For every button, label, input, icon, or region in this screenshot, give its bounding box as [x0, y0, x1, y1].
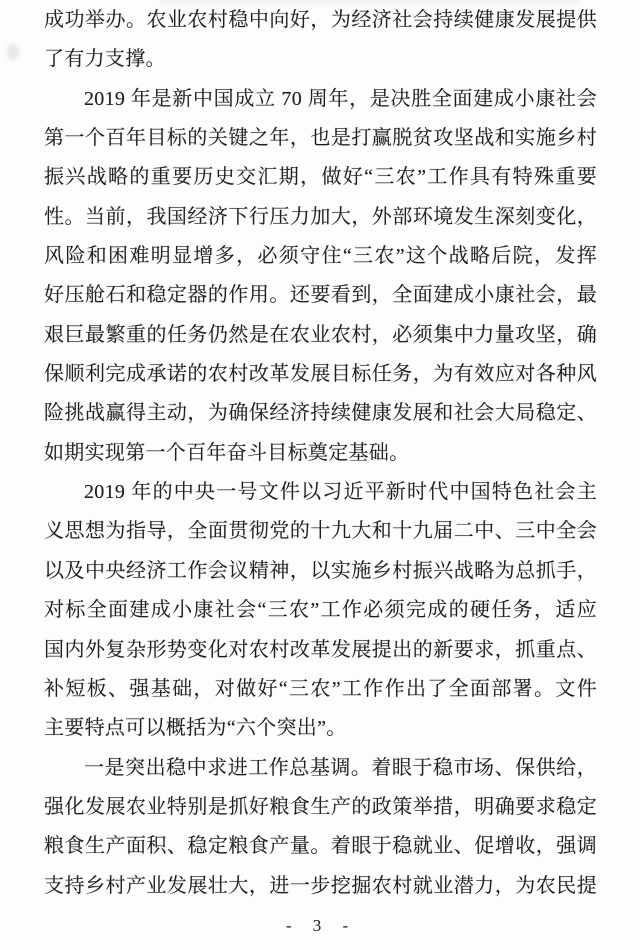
text-line: 义思想为指导，全面贯彻党的十九大和十九届二中、三中全会 [44, 520, 597, 543]
text-line: 对标全面建成小康社会“三农”工作必须完成的硬任务，适应 [44, 599, 597, 622]
text-line: 振兴战略的重要历史交汇期，做好“三农”工作具有特殊重要 [44, 166, 597, 189]
page-number: - 3 - [285, 916, 355, 935]
text-line: 2019 年是新中国成立 70 周年，是决胜全面建成小康社会 [84, 87, 597, 110]
text-line: 艰巨最繁重的任务仍然是在农业农村，必须集中力量攻坚，确 [44, 323, 597, 346]
text-line: 补短板、强基础，对做好“三农”工作作出了全面部署。文件 [44, 677, 597, 700]
text-line: 险挑战赢得主动，为确保经济持续健康发展和社会大局稳定、 [44, 402, 597, 425]
paragraph [44, 80, 597, 473]
paragraph [44, 1, 597, 80]
text-line: 国内外复杂形势变化对农村改革发展提出的新要求，抓重点、 [44, 638, 597, 661]
scan-artifact [7, 44, 19, 60]
text-line: 性。当前，我国经济下行压力加大，外部环境发生深刻变化， [44, 205, 597, 228]
text-line: 了有力支撑。 [44, 48, 166, 71]
document-body [44, 1, 597, 906]
paragraph [44, 473, 597, 748]
text-line: 支持乡村产业发展壮大，进一步挖掘农村就业潜力，为农民提 [44, 874, 597, 897]
text-line: 成功举办。农业农村稳中向好，为经济社会持续健康发展提供 [44, 9, 597, 31]
text-line: 好压舱石和稳定器的作用。还要看到，全面建成小康社会，最 [44, 284, 597, 307]
text-line: 粮食生产面积、稳定粮食产量。着眼于稳就业、促增收，强调 [44, 835, 597, 858]
text-line: 主要特点可以概括为“六个突出”。 [44, 717, 347, 740]
text-line: 第一个百年目标的关键之年，也是打赢脱贫攻坚战和实施乡村 [44, 127, 597, 150]
text-line: 以及中央经济工作会议精神，以实施乡村振兴战略为总抓手， [44, 559, 597, 582]
text-line: 保顺利完成承诺的农村改革发展目标任务，为有效应对各种风 [44, 363, 597, 386]
paragraph [44, 749, 597, 906]
text-line: 如期实现第一个百年奋斗目标奠定基础。 [44, 441, 410, 464]
text-line: 强化发展农业特别是抓好粮食生产的政策举措，明确要求稳定 [44, 795, 597, 818]
text-line: 2019 年的中央一号文件以习近平新时代中国特色社会主 [84, 481, 597, 504]
text-line: 一是突出稳中求进工作总基调。着眼于稳市场、保供给， [84, 756, 597, 779]
text-line: 风险和困难明显增多，必须守住“三农”这个战略后院，发挥 [44, 245, 597, 268]
